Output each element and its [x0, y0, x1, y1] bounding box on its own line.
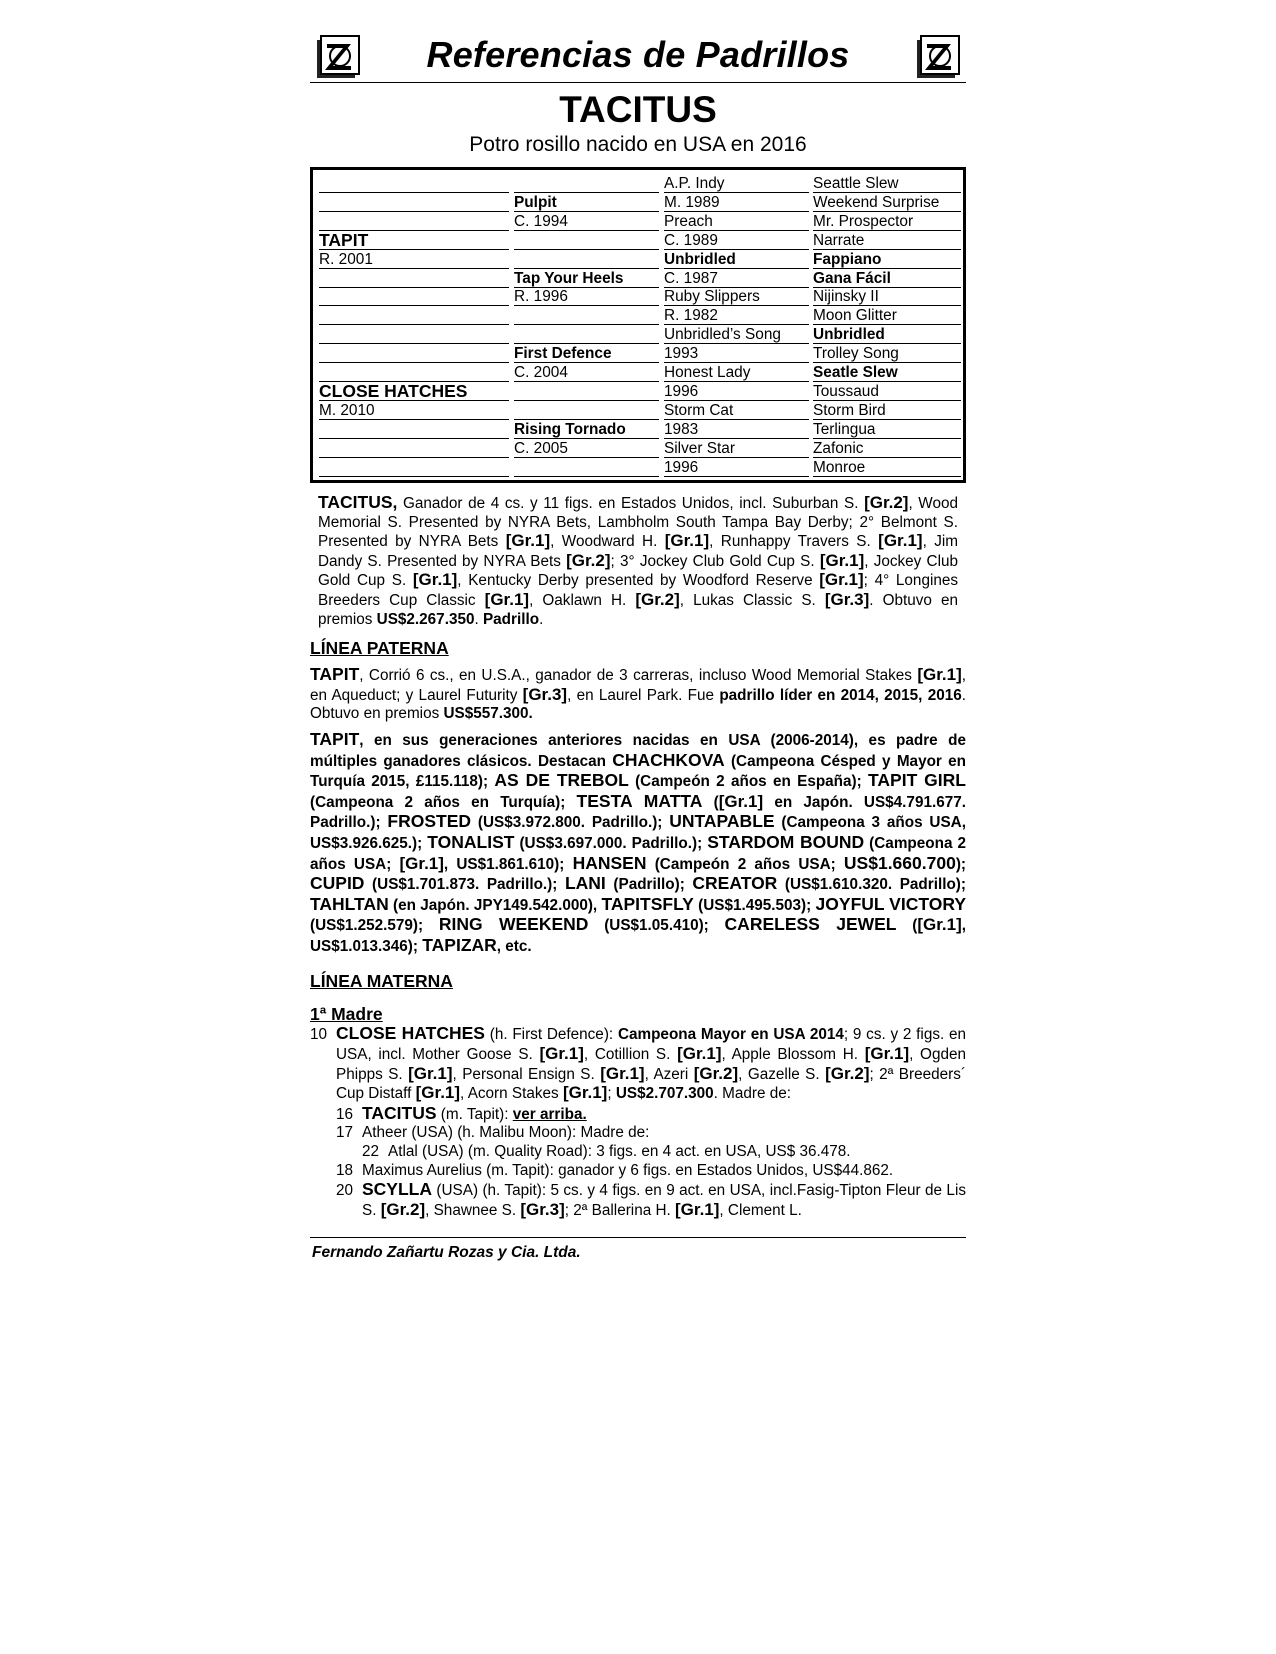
section-heading-materna: LÍNEA MATERNA: [310, 971, 453, 992]
pedigree-row: [319, 212, 957, 231]
pedigree-cell: R. 2001: [319, 250, 509, 269]
pedigree-cell: Gana Fácil: [813, 269, 961, 288]
pedigree-row: [319, 420, 957, 439]
pedigree-row: [319, 269, 957, 288]
pedigree-cell: [319, 269, 509, 288]
pedigree-cell: [319, 306, 509, 325]
pedigree-cell: C. 1989: [664, 231, 809, 250]
pedigree-cell: Seatle Slew: [813, 363, 961, 382]
pedigree-cell: Unbridled: [664, 250, 809, 269]
pedigree-cell: [319, 174, 509, 193]
see-above-link[interactable]: ver arriba.: [512, 1105, 587, 1123]
pedigree-cell: Preach: [664, 212, 809, 231]
pedigree-cell: 1993: [664, 344, 809, 363]
pedigree-row: [319, 439, 957, 458]
pedigree-cell: TAPIT: [319, 231, 509, 250]
pedigree-cell: CLOSE HATCHES: [319, 382, 509, 401]
pedigree-cell: Nijinsky II: [813, 287, 961, 306]
pedigree-cell: M. 2010: [319, 401, 509, 420]
pedigree-cell: [319, 325, 509, 344]
horse-subtitle: Potro rosillo nacido en USA en 2016: [469, 133, 807, 156]
pedigree-row: [319, 382, 957, 401]
pedigree-cell: C. 2004: [514, 363, 659, 382]
produce-entry: 20 SCYLLA (USA) (h. Tapit): 5 cs. y 4 figs. en 9 act. en USA, incl.Fasig-Tipton Fleur de Lis S. [Gr.2], Shawnee S. [Gr.3]; 2ª Ballerina H. [Gr.1], Clement L.: [336, 1179, 966, 1219]
pedigree-cell: [514, 325, 659, 344]
pedigree-cell: [319, 212, 509, 231]
pedigree-cell: 1996: [664, 458, 809, 477]
pedigree-cell: Weekend Surprise: [813, 193, 961, 212]
dam-entry: 10 CLOSE HATCHES (h. First Defence): Campeona Mayor en USA 2014; 9 cs. y 2 figs. en USA, incl. Mother Goose S. [Gr.1], Cotillion S. [Gr.1], Apple Blossom H. [Gr.1], Ogden Phipps S. [Gr.1], Personal Ensign S. [Gr.1], Azeri [Gr.2], Gazelle S. [Gr.2]; 2ª Breeders´ Cup Distaff [Gr.1], Acorn Stakes [Gr.1]; US$2.707.300. Madre de:: [310, 1023, 967, 1103]
pedigree-cell: 1996: [664, 382, 809, 401]
pedigree-row: [319, 193, 957, 212]
pedigree-cell: [514, 306, 659, 325]
sire-paragraph: TAPIT, Corrió 6 cs., en U.S.A., ganador de 3 carreras, incluso Wood Memorial Stakes [Gr.1], en Aqueduct; y Laurel Futurity [Gr.3], en Laurel Park. Fue padrillo líder en 2014, 2015, 2016. Obtuvo en premios US$557.300.: [310, 664, 966, 723]
pedigree-cell: Zafonic: [813, 439, 961, 458]
produce-entry: 18 Maximus Aurelius (m. Tapit): ganador y 6 figs. en Estados Unidos, US$44.862.: [336, 1161, 894, 1179]
produce-entry: 17 Atheer (USA) (h. Malibu Moon): Madre de:: [336, 1124, 650, 1142]
produce-entry: 22 Atlal (USA) (m. Quality Road): 3 figs. en 4 act. en USA, US$ 36.478.: [362, 1143, 851, 1161]
pedigree-cell: [514, 382, 659, 401]
pedigree-cell: [514, 458, 659, 477]
pedigree-cell: [514, 250, 659, 269]
pedigree-cell: Seattle Slew: [813, 174, 961, 193]
pedigree-row: [319, 401, 957, 420]
produce-entry: 16 TACITUS (m. Tapit): ver arriba.: [336, 1102, 587, 1123]
pedigree-cell: Rising Tornado: [514, 420, 659, 439]
pedigree-cell: First Defence: [514, 344, 659, 363]
pedigree-cell: A.P. Indy: [664, 174, 809, 193]
pedigree-cell: Ruby Slippers: [664, 287, 809, 306]
page: [310, 30, 966, 1220]
pedigree-row: [319, 174, 957, 193]
pedigree-row: [319, 250, 957, 269]
pedigree-cell: Storm Bird: [813, 401, 961, 420]
pedigree-row: [319, 231, 957, 250]
pedigree-cell: Narrate: [813, 231, 961, 250]
pedigree-cell: [319, 420, 509, 439]
pedigree-cell: [319, 193, 509, 212]
pedigree-cell: C. 1987: [664, 269, 809, 288]
pedigree-row: [319, 363, 957, 382]
pedigree-row: [319, 287, 957, 306]
horse-name: TACITUS: [559, 89, 717, 130]
pedigree-cell: R. 1996: [514, 287, 659, 306]
pedigree-cell: Unbridled’s Song: [664, 325, 809, 344]
pedigree-table: [310, 167, 966, 483]
first-dam-heading: 1ª Madre: [310, 1004, 383, 1025]
pedigree-cell: Pulpit: [514, 193, 659, 212]
pedigree-cell: Trolley Song: [813, 344, 961, 363]
pedigree-cell: [319, 287, 509, 306]
pedigree-cell: R. 1982: [664, 306, 809, 325]
pedigree-row: [319, 306, 957, 325]
pedigree-cell: C. 2005: [514, 439, 659, 458]
page-header: [310, 30, 966, 83]
pedigree-cell: M. 1989: [664, 193, 809, 212]
pedigree-cell: Moon Glitter: [813, 306, 961, 325]
pedigree-cell: Terlingua: [813, 420, 961, 439]
pedigree-cell: Fappiano: [813, 250, 961, 269]
footer-company: Fernando Zañartu Rozas y Cia. Ltda.: [312, 1244, 581, 1261]
pedigree-cell: Storm Cat: [664, 401, 809, 420]
pedigree-cell: Silver Star: [664, 439, 809, 458]
pedigree-cell: Monroe: [813, 458, 961, 477]
pedigree-cell: C. 1994: [514, 212, 659, 231]
horse-summary: TACITUS, Ganador de 4 cs. y 11 figs. en Estados Unidos, incl. Suburban S. [Gr.2], Wood Memorial S. Presented by NYRA Bets, Lambholm South Tampa Bay Derby; 2° Belmont S. Presented by NYRA Bets [Gr.1], Woodward H. [Gr.1], Runhappy Travers S. [Gr.1], Jim Dandy S. Presented by NYRA Bets [Gr.2]; 3° Jockey Club Gold Cup S. [Gr.1], Jockey Club Gold Cup S. [Gr.1], Kentucky Derby presented by Woodford Reserve [Gr.1]; 4° Longines Breeders Cup Classic [Gr.1], Oaklawn H. [Gr.2], Lukas Classic S. [Gr.3]. Obtuvo en premios US$2.267.350. Padrillo.: [318, 492, 959, 628]
pedigree-row: [319, 344, 957, 363]
pedigree-cell: Tap Your Heels: [514, 269, 659, 288]
pedigree-cell: [319, 439, 509, 458]
pedigree-cell: Honest Lady: [664, 363, 809, 382]
page-title: Referencias de Padrillos: [426, 34, 850, 75]
pedigree-cell: Mr. Prospector: [813, 212, 961, 231]
pedigree-cell: [514, 174, 659, 193]
horse-z-logo-icon: [915, 34, 961, 80]
footer-divider: [310, 1237, 966, 1238]
pedigree-cell: [514, 231, 659, 250]
pedigree-cell: 1983: [664, 420, 809, 439]
pedigree-row: [319, 458, 957, 477]
section-heading-paterna: LÍNEA PATERNA: [310, 638, 449, 659]
pedigree-cell: [319, 344, 509, 363]
pedigree-cell: [319, 458, 509, 477]
pedigree-cell: [319, 363, 509, 382]
pedigree-cell: Toussaud: [813, 382, 961, 401]
sire-progeny-paragraph: TAPIT, en sus generaciones anteriores nacidas en USA (2006-2014), es padre de múltiples ganadores clásicos. Destacan CHACHKOVA (Campeona Césped y Mayor en Turquía 2015, £115.118); AS DE TREBOL (Campeón 2 años en España); TAPIT GIRL (Campeona 2 años en Turquía); TESTA MATTA ([Gr.1] en Japón. US$4.791.677. Padrillo.); FROSTED (US$3.972.800. Padrillo.); UNTAPABLE (Campeona 3 años USA, US$3.926.625.); TONALIST (US$3.697.000. Padrillo.); STARDOM BOUND (Campeona 2 años USA; [Gr.1], US$1.861.610); HANSEN (Campeón 2 años USA; US$1.660.700); CUPID (US$1.701.873. Padrillo.); LANI (Padrillo); CREATOR (US$1.610.320. Padrillo); TAHLTAN (en Japón. JPY149.542.000), TAPITSFLY (US$1.495.503); JOYFUL VICTORY (US$1.252.579); RING WEEKEND (US$1.05.410); CARELESS JEWEL ([Gr.1], US$1.013.346); TAPIZAR, etc.: [310, 728, 967, 955]
pedigree-row: [319, 325, 957, 344]
pedigree-cell: [514, 401, 659, 420]
pedigree-cell: Unbridled: [813, 325, 961, 344]
